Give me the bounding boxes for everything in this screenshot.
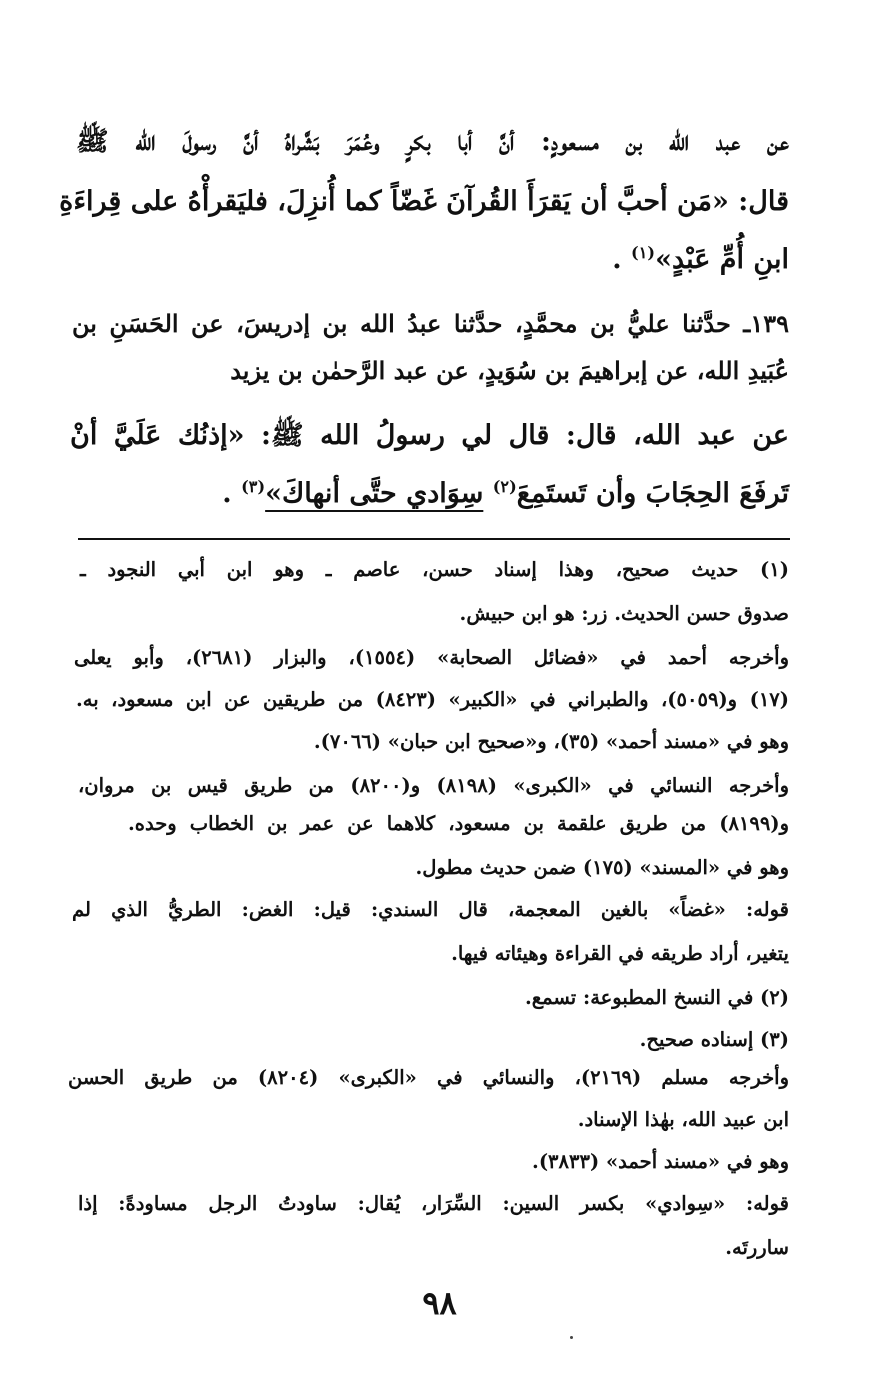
main-text-line-2: قال: «مَن أحبَّ أن يَقرَأَ القُرآنَ غَضّاً كما أُنزِلَ، فليَقرأْهُ على قِراءَةِ bbox=[59, 186, 789, 217]
main-text-line-1: عن عبد الله بن مسعودٍ: أنَّ أبا بكرٍ وعُمَرَ بَشَّراهُ أنَّ رسولَ الله ﷺ bbox=[76, 126, 789, 157]
footnote-separator bbox=[78, 538, 790, 540]
footnote-line: وهو في «المسند» (١٧٥) ضمن حديث مطول. bbox=[415, 856, 789, 879]
footnote-line: وأخرجه مسلم (٢١٦٩)، والنسائي في «الكبرى» (٨٢٠٤) من طريق الحسن bbox=[68, 1066, 789, 1089]
footnote-line: قوله: «غضاً» بالغين المعجمة، قال السندي: قيل: الغض: الطريُّ الذي لم bbox=[72, 898, 789, 921]
footnote-line: (١) حديث صحيح، وهذا إسناد حسن، عاصم ـ وهو ابن أبي النجود ـ bbox=[80, 558, 789, 581]
footnote-ref-3: (٣) bbox=[241, 477, 266, 496]
main-text-line-3-end: . bbox=[612, 244, 622, 275]
main-text-2-line-2 bbox=[76, 478, 789, 510]
footnote-line: يتغير، أراد طريقه في القراءة وهيئاته فيها. bbox=[451, 942, 789, 965]
hadith-139-line-2: عُبَيدِ الله، عن إبراهيمَ بن سُوَيدٍ، عن عبد الرَّحمٰن بن يزيد bbox=[230, 356, 789, 385]
footnote-ref-2: (٢) bbox=[492, 477, 517, 496]
footnote-line: (١٧) و(٥٠٥٩)، والطبراني في «الكبير» (٨٤٢٣) من طريقين عن ابن مسعود، به. bbox=[76, 688, 789, 711]
main-text-2-line-2-b: سِوَادي حتَّى أنهاكَ» bbox=[265, 478, 484, 509]
footnote-line: وأخرجه أحمد في «فضائل الصحابة» (١٥٥٤)، والبزار (٢٦٨١)، وأبو يعلى bbox=[74, 646, 790, 669]
footnote-line: وهو في «مسند أحمد» (٣٥)، و«صحيح ابن حبان» (٧٠٦٦). bbox=[313, 730, 789, 753]
main-text-line-3-body: ابنِ أُمِّ عَبْدٍ» bbox=[655, 244, 789, 275]
footnote-ref-1: (١) bbox=[631, 243, 656, 262]
footnote-line: (٣) إسناده صحيح. bbox=[639, 1028, 789, 1051]
footnote-line: ابن عبيد الله، بهٰذا الإسناد. bbox=[577, 1108, 789, 1131]
footnote-line: صدوق حسن الحديث. زر: هو ابن حبيش. bbox=[459, 602, 789, 625]
main-text-line-3 bbox=[76, 244, 789, 276]
footnote-line: ساررتَه. bbox=[725, 1236, 789, 1259]
main-text-2-line-1: عن عبد الله، قال: قال لي رسولُ الله ﷺ: «إذنُك عَلَيَّ أنْ bbox=[70, 420, 789, 451]
main-text-2-line-2-end: . bbox=[222, 478, 232, 509]
scan-speck bbox=[570, 1336, 573, 1339]
footnote-line: وأخرجه النسائي في «الكبرى» (٨١٩٨) و(٨٢٠٠) من طريق قيس بن مروان، bbox=[78, 774, 789, 797]
hadith-139-line-1: ١٣٩ـ حدَّثنا عليُّ بن محمَّدٍ، حدَّثنا عبدُ الله بن إدريسَ، عن الحَسَنِ بن bbox=[72, 309, 789, 338]
footnote-line: قوله: «سِوادي» بكسر السين: السِّرَار، يُقال: ساودتُ الرجل مساودةً: إذا bbox=[78, 1192, 789, 1215]
footnote-line: و(٨١٩٩) من طريق علقمة بن مسعود، كلاهما عن عمر بن الخطاب وحده. bbox=[128, 812, 789, 835]
main-text-2-line-2-a: تَرفَعَ الحِجَابَ وأن تَستَمِعَ bbox=[516, 478, 789, 509]
footnote-line: (٢) في النسخ المطبوعة: تسمع. bbox=[524, 986, 789, 1009]
footnote-line: وهو في «مسند أحمد» (٣٨٣٣). bbox=[532, 1150, 789, 1173]
page-number: ٩٨ bbox=[422, 1284, 457, 1322]
